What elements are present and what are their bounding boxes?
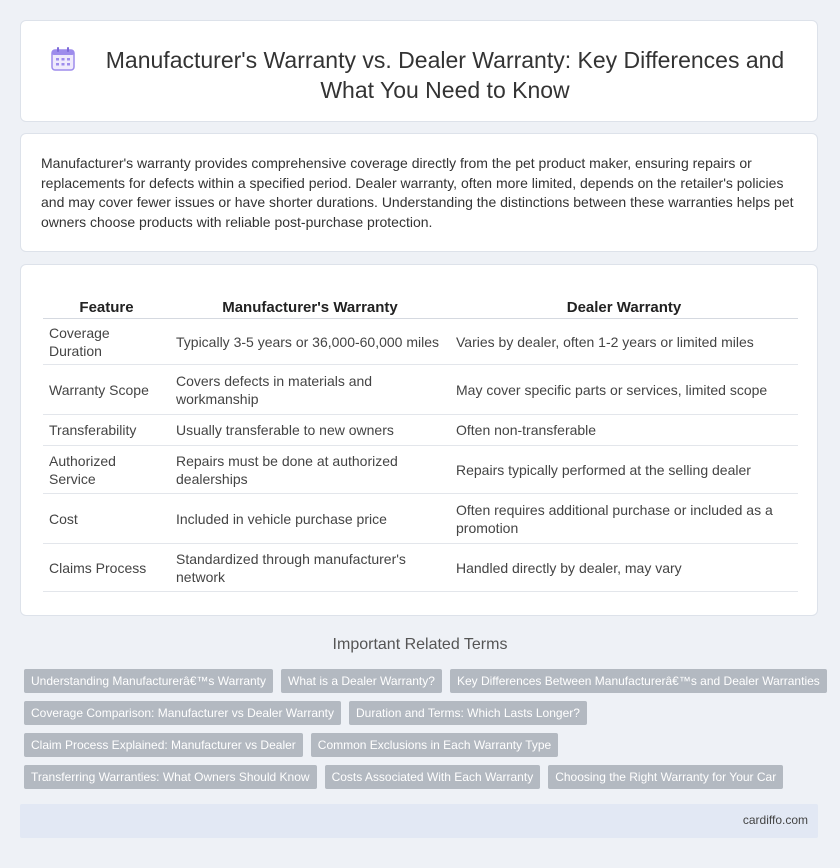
row-dealer: Often non-transferable [450,415,798,446]
related-term-tag[interactable]: Choosing the Right Warranty for Your Car [548,765,783,789]
table-row [43,415,798,446]
related-term-tag[interactable]: Understanding Manufacturerâ€™s Warranty [24,669,273,693]
comparison-table [43,296,798,592]
tag-row [24,669,824,693]
row-feature: Claims Process [43,544,170,592]
related-terms-tags [24,669,824,797]
row-manufacturer: Standardized through manufacturer's network [170,544,450,592]
row-feature: Authorized Service [43,446,170,494]
footer [20,804,818,838]
table-row [43,319,798,365]
tag-row [24,733,824,757]
related-term-tag[interactable]: Claim Process Explained: Manufacturer vs Dealer [24,733,303,757]
row-dealer: Repairs typically performed at the selling dealer [450,446,798,494]
table-header-row [43,296,798,319]
row-manufacturer: Repairs must be done at authorized dealerships [170,446,450,494]
table-row [43,544,798,592]
header-feature: Feature [43,296,170,319]
footer-site-link[interactable]: cardiffo.com [742,813,808,827]
row-feature: Warranty Scope [43,365,170,415]
table-row [43,494,798,544]
intro-card [20,133,818,252]
related-term-tag[interactable]: Transferring Warranties: What Owners Should Know [24,765,317,789]
comparison-table-card [20,264,818,616]
row-feature: Coverage Duration [43,319,170,365]
row-feature: Cost [43,494,170,544]
related-term-tag[interactable]: Key Differences Between Manufacturerâ€™s and Dealer Warranties [450,669,827,693]
related-terms-title: Important Related Terms [332,636,508,653]
table-row [43,365,798,415]
row-manufacturer: Typically 3-5 years or 36,000-60,000 miles [170,319,450,365]
row-dealer: Varies by dealer, often 1-2 years or limited miles [450,319,798,365]
header-manufacturer: Manufacturer's Warranty [170,296,450,319]
row-dealer: Handled directly by dealer, may vary [450,544,798,592]
table-row [43,446,798,494]
row-manufacturer: Usually transferable to new owners [170,415,450,446]
row-feature: Transferability [43,415,170,446]
header-dealer: Dealer Warranty [450,296,798,319]
related-term-tag[interactable]: Costs Associated With Each Warranty [325,765,541,789]
row-dealer: Often requires additional purchase or included as a promotion [450,494,798,544]
related-term-tag[interactable]: Duration and Terms: Which Lasts Longer? [349,701,587,725]
tag-row [24,765,824,789]
related-term-tag[interactable]: Coverage Comparison: Manufacturer vs Dealer Warranty [24,701,341,725]
row-manufacturer: Included in vehicle purchase price [170,494,450,544]
row-dealer: May cover specific parts or services, limited scope [450,365,798,415]
row-manufacturer: Covers defects in materials and workmanship [170,365,450,415]
tag-row [24,701,824,725]
page-title: Manufacturer's Warranty vs. Dealer Warranty: Key Differences and What You Need to Know [105,47,785,103]
intro-paragraph: Manufacturer's warranty provides comprehensive coverage directly from the pet product maker, ensuring repairs or replacements for defects within a specified period. Dealer warranty, often more limited, depends on the retailer's policies and may cover fewer issues or have shorter durations. Understanding the distinctions between these warranties helps pet owners choose products with reliable post-purchase protection. [41,155,794,230]
related-term-tag[interactable]: Common Exclusions in Each Warranty Type [311,733,558,757]
calendar-icon [49,45,77,73]
related-term-tag[interactable]: What is a Dealer Warranty? [281,669,442,693]
header-card [20,20,818,122]
